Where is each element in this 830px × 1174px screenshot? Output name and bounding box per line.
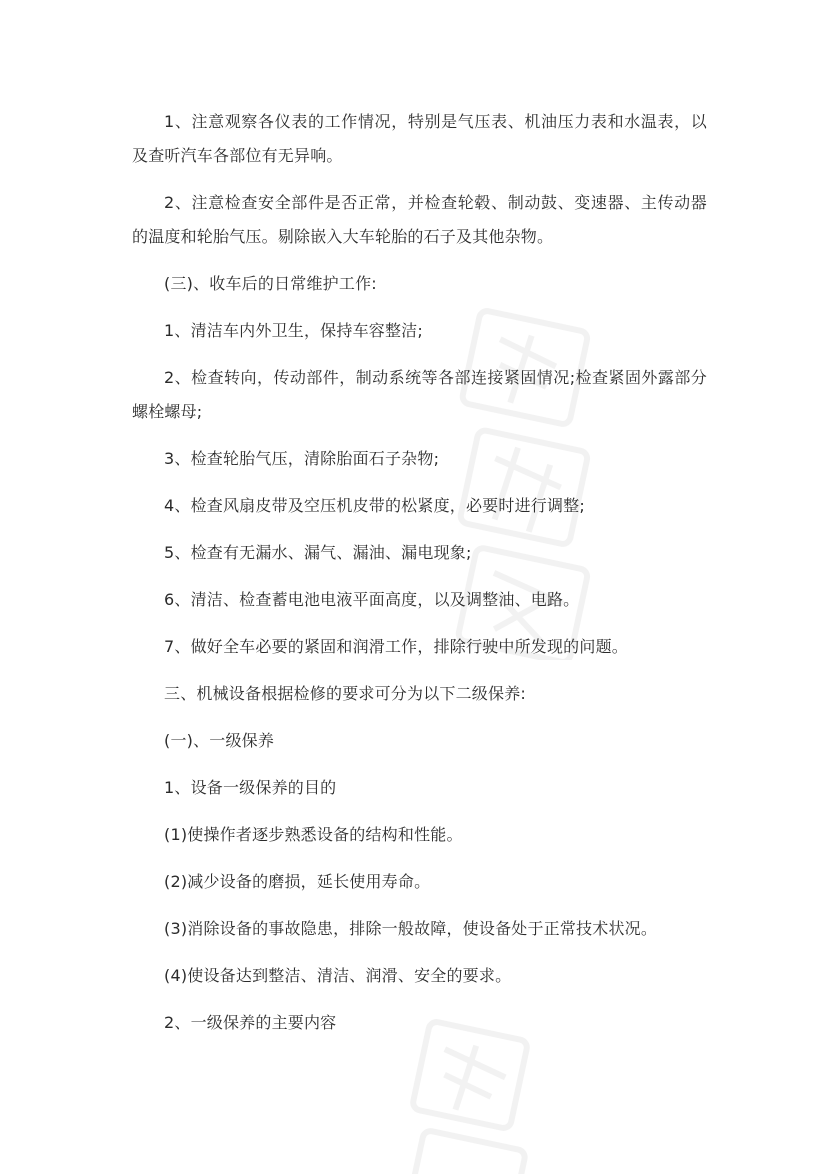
section-heading: (三)、收车后的日常维护工作: xyxy=(164,274,377,293)
list-item: (4)使设备达到整洁、清洁、润滑、安全的要求。 xyxy=(164,966,512,985)
paragraph: 2、注意检查安全部件是否正常，并检查轮毂、制动鼓、变速器、主传动器的温度和轮胎气压。剔除嵌入大车轮胎的石子及其他杂物。 xyxy=(132,193,707,246)
list-item: 7、做好全车必要的紧固和润滑工作，排除行驶中所发现的问题。 xyxy=(164,637,628,656)
list-item: 6、清洁、检查蓄电池电液平面高度，以及调整油、电路。 xyxy=(164,590,580,609)
list-item: 1、清洁车内外卫生，保持车容整洁; xyxy=(164,321,423,340)
list-item: 3、检查轮胎气压，清除胎面石子杂物; xyxy=(164,449,440,468)
subsection-heading: (一)、一级保养 xyxy=(164,731,275,750)
list-item: 2、检查转向，传动部件，制动系统等各部连接紧固情况;检查紧固外露部分螺栓螺母; xyxy=(132,368,707,421)
paragraph: 1、注意观察各仪表的工作情况，特别是气压表、机油压力表和水温表，以及查听汽车各部位有无异响。 xyxy=(132,112,707,165)
list-item: 1、设备一级保养的目的 xyxy=(164,778,337,797)
list-item: (1)使操作者逐步熟悉设备的结构和性能。 xyxy=(164,825,463,844)
section-heading: 三、机械设备根据检修的要求可分为以下二级保养: xyxy=(164,684,526,703)
list-item: 4、检查风扇皮带及空压机皮带的松紧度，必要时进行调整; xyxy=(164,496,585,515)
document-body xyxy=(132,105,707,1040)
list-item: (3)消除设备的事故隐患，排除一般故障，使设备处于正常技术状况。 xyxy=(164,919,658,938)
list-item: 5、检查有无漏水、漏气、漏油、漏电现象; xyxy=(164,543,472,562)
list-item: (2)减少设备的磨损，延长使用寿命。 xyxy=(164,872,431,891)
list-item: 2、一级保养的主要内容 xyxy=(164,1013,337,1032)
